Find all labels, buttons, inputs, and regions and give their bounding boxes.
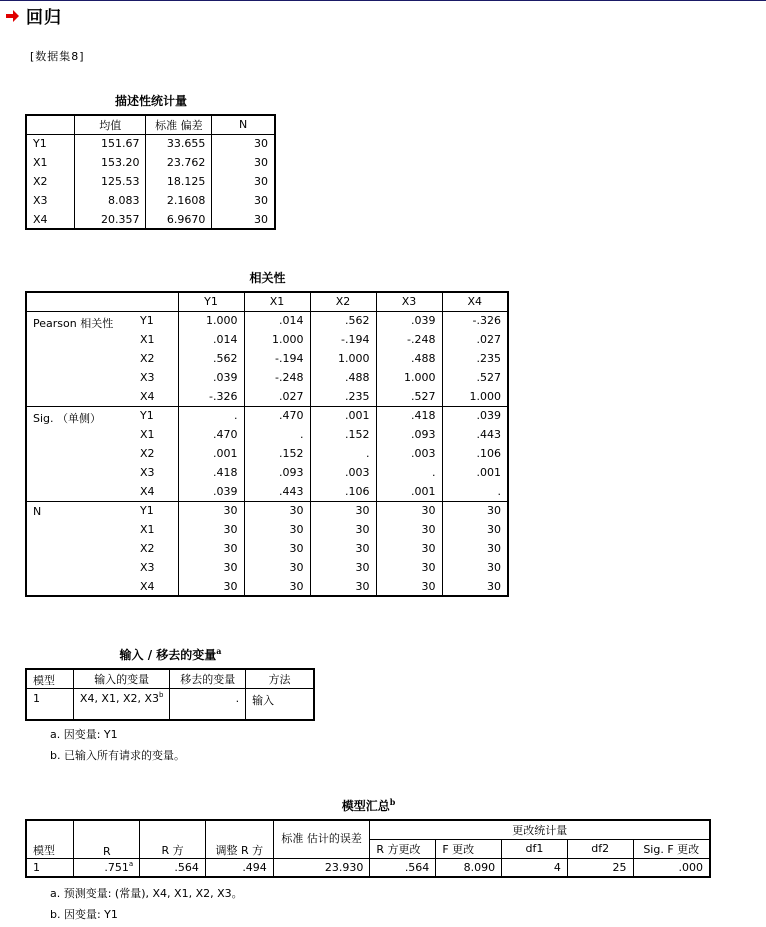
top-rule	[0, 0, 766, 1]
table-cell: .001	[310, 406, 376, 425]
table-cell: 30	[442, 558, 508, 577]
row-label: X4	[140, 389, 155, 403]
column-header: F 更改	[436, 839, 502, 858]
table-cell: 30	[212, 191, 275, 210]
footnote: a. 因变量: Y1	[50, 728, 118, 741]
variables-title-text: 输入 / 移去的变量	[119, 648, 217, 662]
descriptives-title: 描述性统计量	[114, 94, 187, 108]
arrow-right-icon	[6, 9, 20, 23]
table-cell: .562	[178, 349, 244, 368]
table-cell: .	[310, 444, 376, 463]
r-sup: a	[128, 859, 134, 868]
table-cell: 30	[376, 520, 442, 539]
table-cell: 1.000	[442, 387, 508, 406]
table-cell: 30	[244, 558, 310, 577]
table-cell: 2.1608	[146, 191, 212, 210]
table-cell: 30	[376, 558, 442, 577]
column-header: 模型	[26, 820, 74, 858]
table-row	[26, 134, 275, 153]
table-cell: 18.125	[146, 172, 212, 191]
table-cell: -.326	[442, 311, 508, 330]
table-cell: .039	[178, 368, 244, 387]
column-header	[26, 115, 74, 134]
page-title: 回归	[26, 8, 62, 28]
row-label: Y1	[140, 314, 154, 328]
table-row	[26, 688, 314, 720]
table-cell: 30	[178, 577, 244, 596]
variables-title	[26, 646, 315, 663]
column-header: X4	[442, 292, 508, 311]
removed-cell: .	[170, 688, 246, 720]
table-cell: 1.000	[310, 349, 376, 368]
row-label: X4	[140, 484, 155, 498]
table-header-row	[26, 669, 314, 688]
model-cell: 1	[33, 860, 40, 874]
table-cell: .014	[244, 311, 310, 330]
group-label: N	[33, 504, 42, 518]
r2-cell: .564	[140, 858, 206, 877]
r-value: .751	[104, 860, 129, 874]
table-cell: 30	[212, 210, 275, 229]
row-label: X2	[33, 175, 48, 188]
row-label: X3	[33, 194, 48, 207]
table-cell: 1.000	[376, 368, 442, 387]
column-header: R 方	[140, 820, 206, 858]
table-cell: -.194	[310, 330, 376, 349]
table-cell: 30	[310, 558, 376, 577]
table-cell: .001	[178, 444, 244, 463]
table-cell: .039	[178, 482, 244, 501]
summary-title	[26, 797, 711, 814]
row-label: X3	[140, 561, 155, 574]
row-label: X3	[140, 371, 155, 384]
table-cell: .039	[442, 406, 508, 425]
table-cell: 6.9670	[146, 210, 212, 229]
table-cell: 1.000	[178, 311, 244, 330]
column-header: 模型	[33, 673, 55, 687]
column-header: X3	[376, 292, 442, 311]
table-cell: .	[178, 406, 244, 425]
table-cell: .443	[244, 482, 310, 501]
table-cell: 30	[310, 539, 376, 558]
r2-change-cell: .564	[370, 858, 436, 877]
table-row	[26, 172, 275, 191]
table-cell: .001	[442, 463, 508, 482]
table-cell: 153.20	[74, 153, 146, 172]
row-label: X3	[140, 466, 155, 479]
table-cell: 30	[178, 501, 244, 520]
table-cell: -.248	[244, 368, 310, 387]
table-cell: .488	[376, 349, 442, 368]
table-cell: .039	[376, 311, 442, 330]
table-cell: .470	[244, 406, 310, 425]
table-row	[26, 210, 275, 229]
table-cell: .027	[244, 387, 310, 406]
table-cell: 30	[442, 520, 508, 539]
table-row	[26, 858, 710, 877]
table-cell: 30	[244, 539, 310, 558]
change-group-header: 更改统计量	[370, 820, 710, 839]
table-cell: .235	[442, 349, 508, 368]
table-cell: .027	[442, 330, 508, 349]
summary-title-sup: b	[389, 797, 396, 807]
table-cell: .003	[376, 444, 442, 463]
table-cell: 30	[244, 577, 310, 596]
table-row	[26, 501, 508, 520]
column-header: 移去的变量	[170, 669, 246, 688]
dataset-label: [数据集8]	[30, 50, 85, 63]
row-label: X4	[33, 212, 48, 226]
entered-cell	[73, 688, 170, 720]
table-cell: 151.67	[74, 134, 146, 153]
table-cell: 30	[310, 577, 376, 596]
table-cell: 30	[442, 577, 508, 596]
footnote: a. 预测变量: (常量), X4, X1, X2, X3。	[50, 887, 243, 900]
row-label: X2	[140, 542, 155, 555]
table-cell: .014	[178, 330, 244, 349]
column-header: Sig. F 更改	[633, 839, 710, 858]
table-cell: .527	[376, 387, 442, 406]
descriptives-table	[25, 114, 276, 230]
table-header-row	[26, 820, 710, 839]
table-cell: .418	[178, 463, 244, 482]
table-cell: .093	[244, 463, 310, 482]
table-cell: 30	[212, 153, 275, 172]
column-header: 输入的变量	[73, 669, 170, 688]
row-label: Y1	[140, 409, 154, 423]
row-label: X2	[140, 447, 155, 460]
table-cell: 20.357	[74, 210, 146, 229]
row-label: Y1	[33, 137, 47, 151]
entered-sup: b	[159, 690, 164, 699]
table-cell: 30	[244, 520, 310, 539]
entered-text: X4, X1, X2, X3	[79, 691, 160, 705]
table-cell: 30	[442, 539, 508, 558]
table-cell: 30	[244, 501, 310, 520]
column-header: X2	[310, 292, 376, 311]
row-label: X4	[140, 579, 155, 593]
table-cell: .527	[442, 368, 508, 387]
variables-title-sup: a	[216, 646, 222, 656]
r-cell	[74, 858, 140, 877]
column-header: R	[74, 820, 140, 858]
table-cell: 1.000	[244, 330, 310, 349]
table-cell: -.326	[178, 387, 244, 406]
table-cell: .152	[244, 444, 310, 463]
column-header: X1	[244, 292, 310, 311]
table-cell: .	[376, 463, 442, 482]
group-label: Sig. （单侧）	[33, 411, 102, 425]
correlations-title: 相关性	[249, 271, 286, 285]
table-cell: .106	[442, 444, 508, 463]
table-cell: .106	[310, 482, 376, 501]
summary-table	[25, 819, 711, 878]
table-cell: .093	[376, 425, 442, 444]
table-cell: .235	[310, 387, 376, 406]
table-cell: 33.655	[146, 134, 212, 153]
sig-f-cell: .000	[633, 858, 710, 877]
row-label: X1	[140, 333, 155, 346]
table-row	[26, 406, 508, 425]
row-label: X1	[140, 428, 155, 441]
row-label: Y1	[140, 504, 154, 518]
group-label: Pearson 相关性	[33, 316, 114, 330]
row-label: X1	[140, 523, 155, 536]
table-cell: .003	[310, 463, 376, 482]
footnote: b. 因变量: Y1	[50, 908, 118, 921]
column-header: 标准 估计的误差	[273, 820, 370, 858]
footnote: b. 已输入所有请求的变量。	[50, 749, 185, 762]
column-header-blank	[26, 292, 178, 311]
df2-cell: 25	[567, 858, 633, 877]
row-label: X1	[33, 156, 48, 169]
table-cell: 23.762	[146, 153, 212, 172]
column-header: 方法	[246, 669, 314, 688]
output-header	[6, 3, 62, 28]
column-header: df1	[502, 839, 568, 858]
variables-table	[25, 668, 315, 721]
table-cell: .418	[376, 406, 442, 425]
table-header-row	[26, 115, 275, 134]
table-cell: -.248	[376, 330, 442, 349]
column-header: df2	[567, 839, 633, 858]
column-header: 均值	[74, 115, 146, 134]
table-cell: 30	[212, 134, 275, 153]
table-cell: .470	[178, 425, 244, 444]
table-cell: 30	[376, 501, 442, 520]
model-cell: 1	[33, 691, 40, 705]
table-row	[26, 311, 508, 330]
column-header: N	[212, 115, 275, 134]
table-cell: .	[244, 425, 310, 444]
column-header: R 方更改	[370, 839, 436, 858]
table-cell: .443	[442, 425, 508, 444]
row-label: X2	[140, 352, 155, 365]
summary-title-text: 模型汇总	[341, 799, 390, 813]
column-header: 调整 R 方	[205, 820, 273, 858]
method-cell: 输入	[246, 688, 314, 720]
table-cell: 30	[310, 520, 376, 539]
table-cell: 30	[178, 539, 244, 558]
table-cell: 8.083	[74, 191, 146, 210]
table-cell: 30	[310, 501, 376, 520]
table-cell: 30	[178, 558, 244, 577]
table-cell: .152	[310, 425, 376, 444]
column-header: Y1	[178, 292, 244, 311]
table-cell: 30	[376, 577, 442, 596]
correlations-table	[25, 291, 509, 597]
table-cell: -.194	[244, 349, 310, 368]
table-cell: .001	[376, 482, 442, 501]
adj-r2-cell: .494	[205, 858, 273, 877]
column-header: 标准 偏差	[146, 115, 212, 134]
df1-cell: 4	[502, 858, 568, 877]
table-cell: 125.53	[74, 172, 146, 191]
table-header-row	[26, 292, 508, 311]
table-row	[26, 153, 275, 172]
table-cell: 30	[178, 520, 244, 539]
table-cell: .	[442, 482, 508, 501]
f-change-cell: 8.090	[436, 858, 502, 877]
table-cell: .562	[310, 311, 376, 330]
se-cell: 23.930	[273, 858, 370, 877]
table-cell: .488	[310, 368, 376, 387]
table-row	[26, 191, 275, 210]
table-cell: 30	[376, 539, 442, 558]
table-cell: 30	[442, 501, 508, 520]
table-cell: 30	[212, 172, 275, 191]
